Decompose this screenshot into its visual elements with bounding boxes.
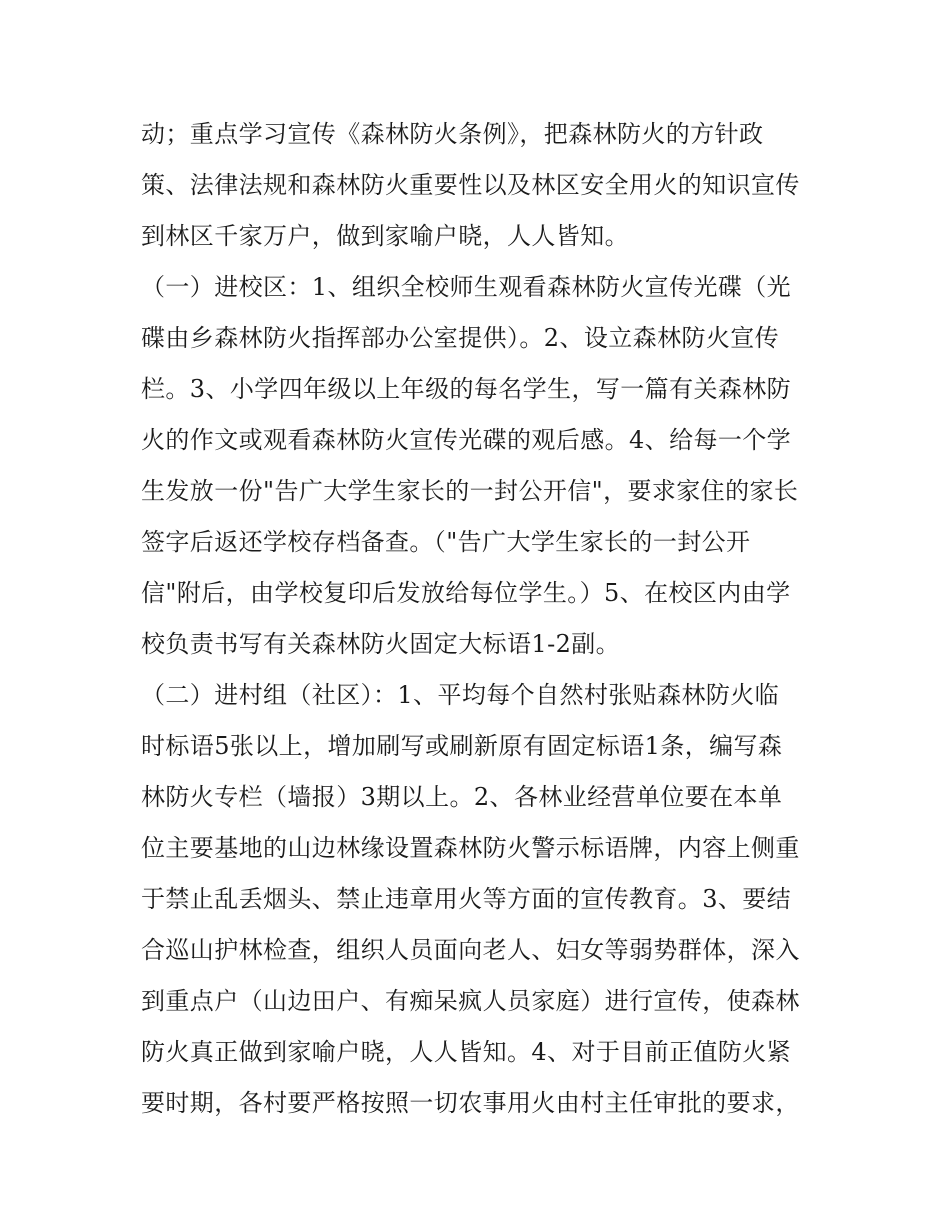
- text-line: 合巡山护林检查，组织人员面向老人、妇女等弱势群体，深入: [141, 936, 800, 964]
- text-line: 要时期，各村要严格按照一切农事用火由村主任审批的要求，: [141, 1089, 800, 1117]
- text-line: （二）进村组（社区）：1、平均每个自然村张贴森林防火临: [141, 681, 780, 709]
- text-line: 动；重点学习宣传《森林防火条例》，把森林防火的方针政: [141, 120, 764, 148]
- text-line: 防火真正做到家喻户晓，人人皆知。4、对于目前正值防火紧: [141, 1038, 792, 1066]
- text-line: 碟由乡森林防火指挥部办公室提供）。2、设立森林防火宣传: [141, 324, 780, 352]
- text-line: 校负责书写有关森林防火固定大标语1-2副。: [141, 630, 621, 658]
- text-line: 签字后返还学校存档备查。（"告广大学生家长的一封公开: [141, 528, 751, 556]
- text-line: 于禁止乱丢烟头、禁止违章用火等方面的宣传教育。3、要结: [141, 885, 792, 913]
- text-line: 信"附后，由学校复印后发放给每位学生。）5、在校区内由学: [141, 579, 791, 607]
- text-line: 策、法律法规和森林防火重要性以及林区安全用火的知识宣传: [141, 171, 800, 199]
- text-line: 时标语5张以上，增加刷写或刷新原有固定标语1条，编写森: [141, 732, 783, 760]
- text-line: 生发放一份"告广大学生家长的一封公开信"，要求家住的家长: [141, 477, 799, 505]
- text-line: 到林区千家万户，做到家喻户晓，人人皆知。: [141, 222, 629, 250]
- document-body: [141, 109, 811, 1129]
- text-line: （一）进校区：1、组织全校师生观看森林防火宣传光碟（光: [141, 273, 792, 301]
- text-line: 到重点户（山边田户、有痴呆疯人员家庭）进行宣传，使森林: [141, 987, 800, 1015]
- text-line: 栏。3、小学四年级以上年级的每名学生，写一篇有关森林防: [141, 375, 792, 403]
- text-line: 林防火专栏（墙报）3期以上。2、各林业经营单位要在本单: [141, 783, 783, 811]
- text-line: 位主要基地的山边林缘设置森林防火警示标语牌，内容上侧重: [141, 834, 800, 862]
- text-line: 火的作文或观看森林防火宣传光碟的观后感。4、给每一个学: [141, 426, 792, 454]
